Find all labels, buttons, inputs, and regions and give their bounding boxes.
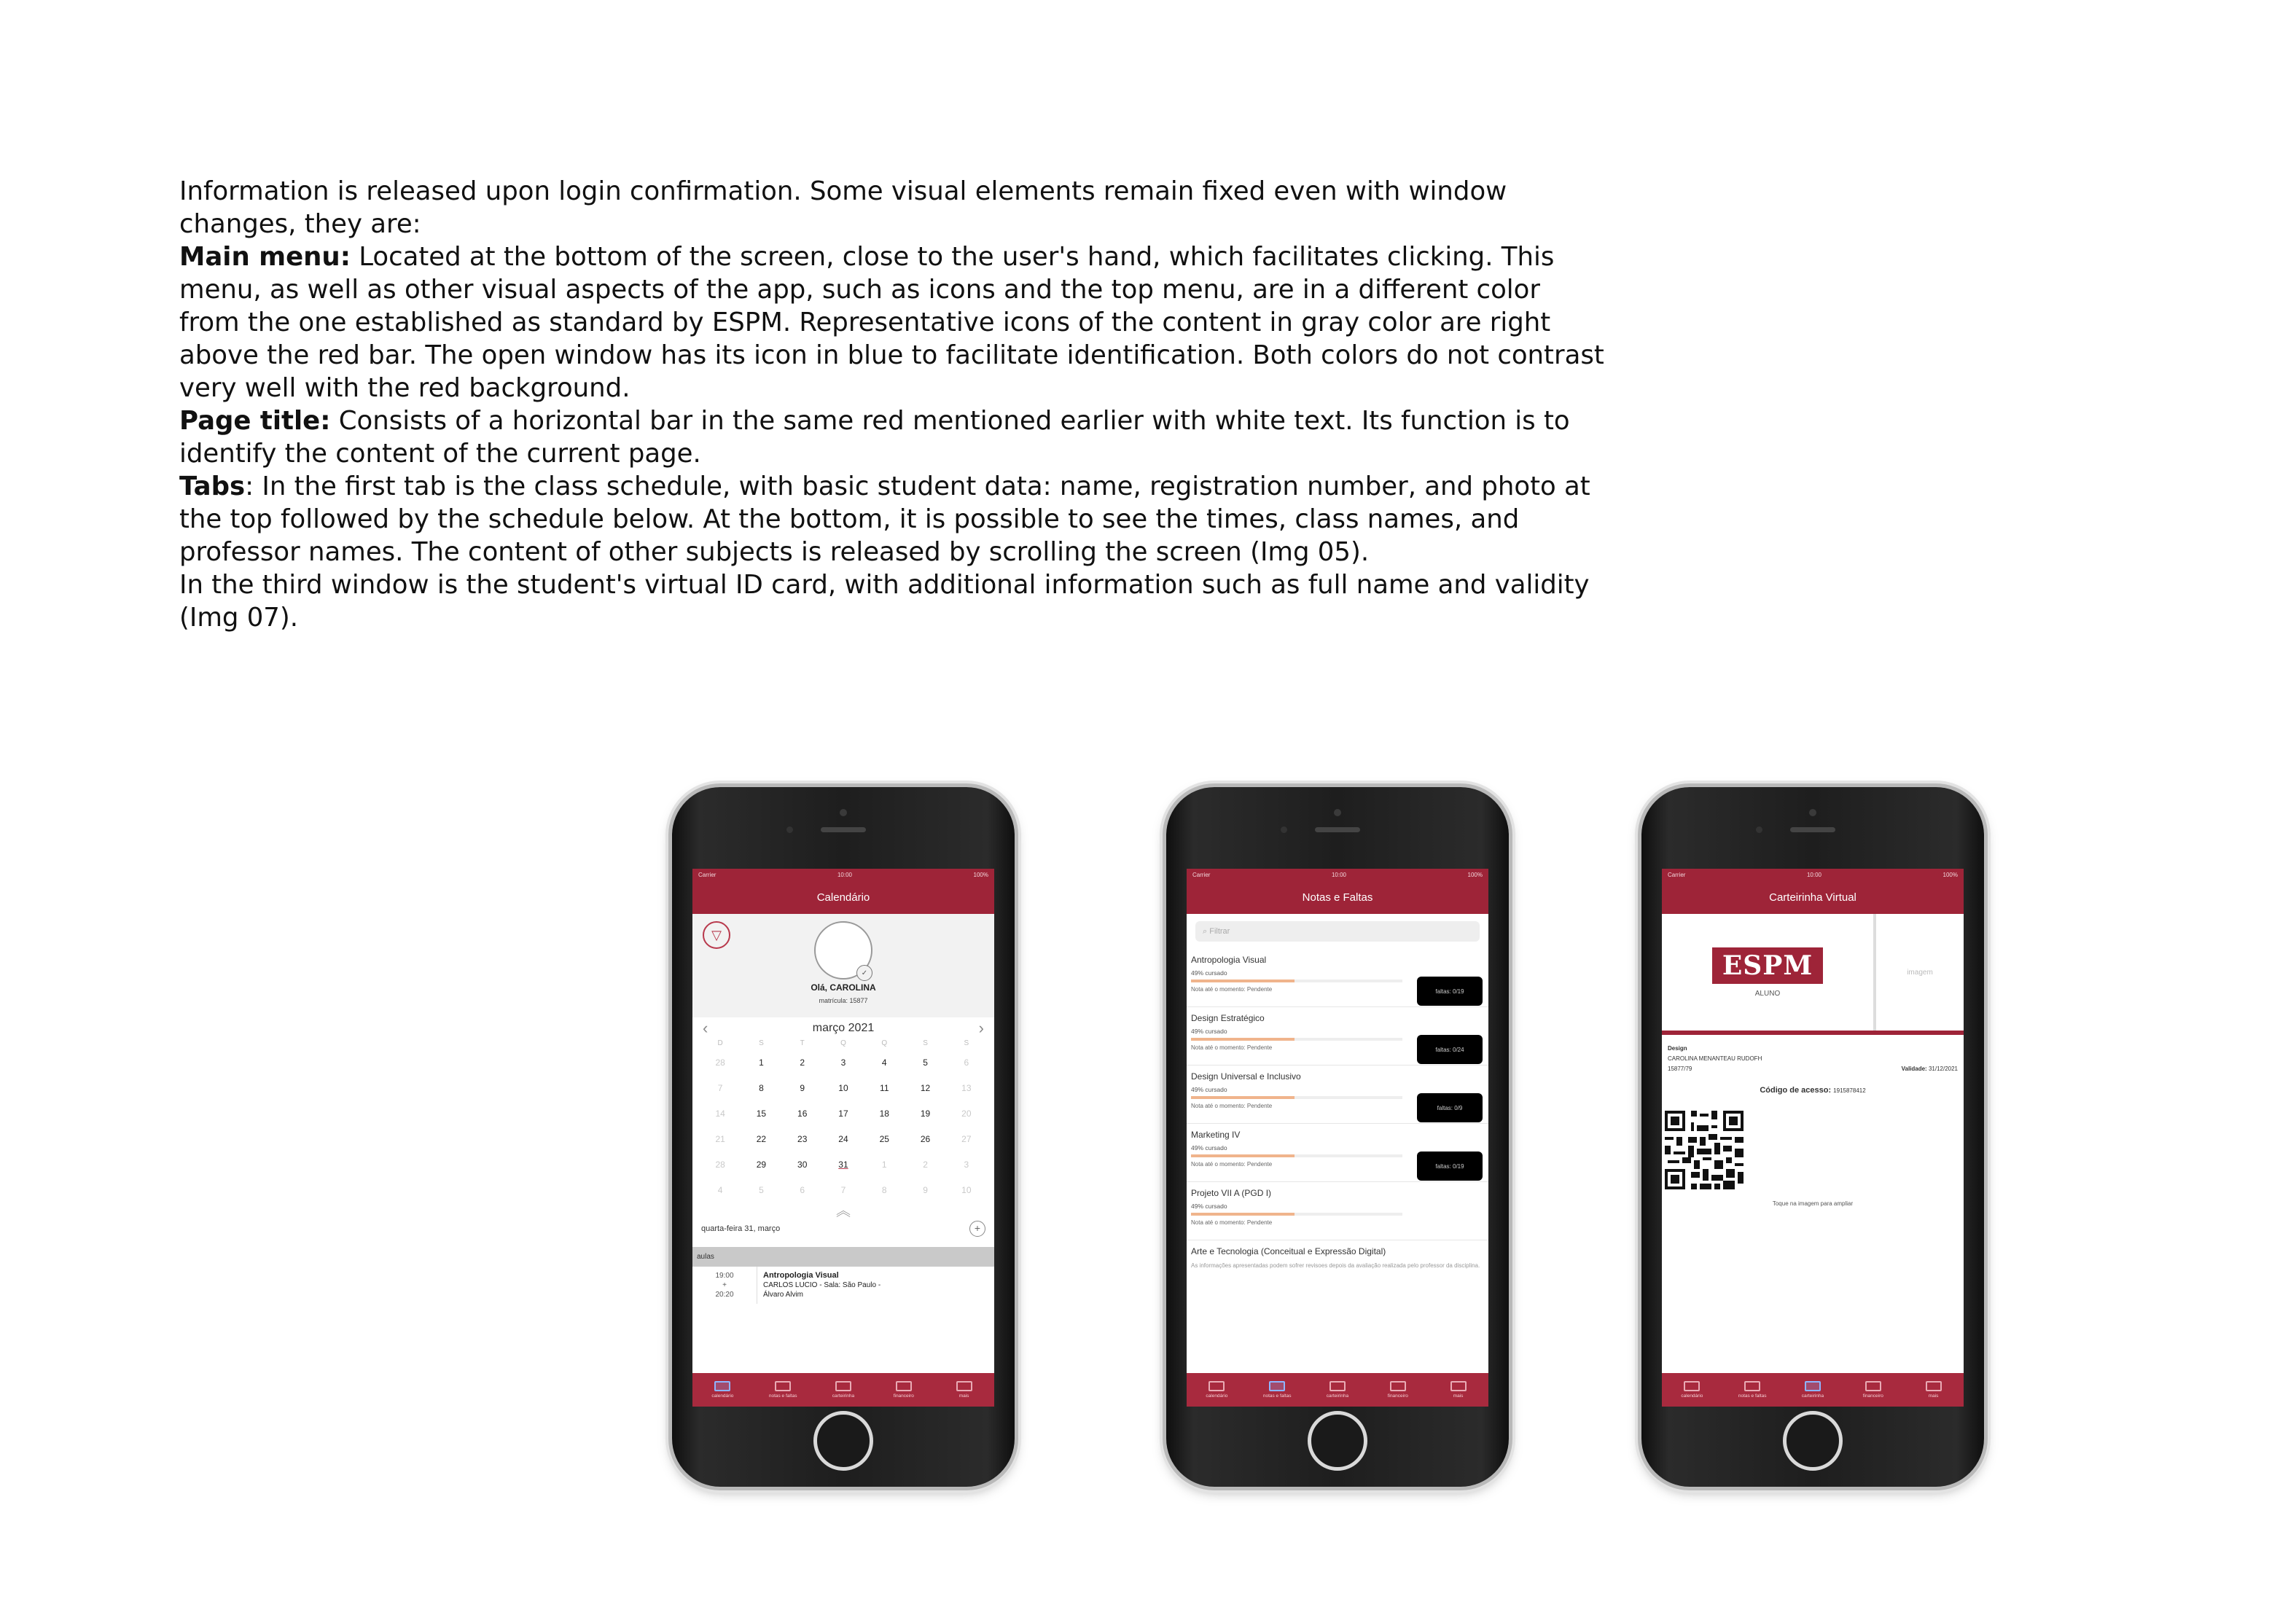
calendar-week: [692, 1152, 994, 1178]
subject-name: Design Universal e Inclusivo: [1191, 1071, 1301, 1082]
subject-progress-text: 49% cursado: [1191, 969, 1227, 977]
nav-label: carteirinha: [1326, 1393, 1349, 1399]
subject-name: Antropologia Visual: [1191, 955, 1267, 965]
weekday-label: D: [717, 1039, 723, 1047]
calendar-icon: [714, 1381, 730, 1391]
grade-item[interactable]: [1187, 1182, 1488, 1240]
status-time: 10:00: [1806, 871, 1821, 878]
home-button[interactable]: [1308, 1411, 1367, 1471]
calendar-day[interactable]: 2: [800, 1057, 805, 1068]
nav-item-more[interactable]: [935, 1381, 993, 1399]
calendar-day[interactable]: 8: [881, 1185, 887, 1195]
grade-note: Nota até o momento: Pendente: [1191, 1044, 1273, 1051]
month-label: março 2021: [812, 1022, 875, 1034]
financial-icon: [896, 1381, 912, 1391]
financial-icon: [1390, 1381, 1406, 1391]
calendar-week: [692, 1076, 994, 1101]
calendar-day[interactable]: 15: [756, 1109, 767, 1119]
grades-icon: [1744, 1381, 1760, 1391]
calendar-day[interactable]: 13: [961, 1083, 972, 1093]
sensor-dot: [1756, 826, 1762, 833]
class-time-start: 19:00: [715, 1272, 734, 1280]
class-time-end: 20:20: [715, 1291, 734, 1299]
calendar-day[interactable]: 27: [961, 1134, 972, 1144]
course-name: Design: [1668, 1045, 1687, 1052]
calendar-day[interactable]: 23: [797, 1134, 808, 1144]
calendar-day[interactable]: 3: [964, 1160, 969, 1170]
nav-label: mais: [1453, 1393, 1464, 1399]
calendar-icon: [1684, 1381, 1700, 1391]
calendar-day[interactable]: 12: [920, 1083, 931, 1093]
main-menu-label: Main menu:: [179, 242, 351, 272]
nav-label: carteirinha: [832, 1393, 855, 1399]
qr-hint: Toque na imagem para ampliar: [1772, 1200, 1854, 1207]
weekday-header: [692, 1036, 994, 1050]
id-card-icon: [835, 1381, 851, 1391]
access-code: 1915878412: [1833, 1087, 1866, 1094]
speaker-grille: [1790, 827, 1835, 832]
calendar-day[interactable]: 5: [923, 1057, 928, 1068]
status-carrier: Carrier: [698, 871, 716, 878]
class-room: Álvaro Alvim: [763, 1291, 804, 1299]
calendar-day[interactable]: 25: [879, 1134, 889, 1144]
calendar-day[interactable]: 6: [964, 1057, 969, 1068]
camera-dot: [1809, 809, 1816, 816]
weekday-label: S: [964, 1039, 969, 1047]
calendar-day[interactable]: 5: [759, 1185, 764, 1195]
page-title: Calendário: [692, 880, 994, 914]
calendar-day[interactable]: 10: [838, 1083, 848, 1093]
nav-label: notas e faltas: [768, 1393, 797, 1399]
status-battery: 100%: [1942, 871, 1958, 878]
chevron-left-icon[interactable]: ‹: [703, 1019, 708, 1037]
validity: [1902, 1064, 1958, 1074]
more-icon: [1926, 1381, 1942, 1391]
absences-button[interactable]: faltas: 0/24: [1417, 1035, 1483, 1064]
main-menu: [692, 1373, 994, 1407]
progress-fill: [1191, 1213, 1295, 1216]
subject-name: Arte e Tecnologia (Conceitual e Expressão Digital): [1191, 1246, 1386, 1256]
progress-fill: [1191, 1096, 1295, 1099]
calendar-day[interactable]: 21: [715, 1134, 725, 1144]
calendar-day[interactable]: 28: [715, 1057, 725, 1068]
greeting: Olá, CAROLINA: [811, 982, 876, 993]
search-icon: ⌕: [1203, 926, 1210, 936]
body-text: [179, 175, 1608, 634]
nav-label: carteirinha: [1801, 1393, 1824, 1399]
tabs-label: Tabs: [179, 472, 246, 501]
speaker-grille: [821, 827, 866, 832]
page-title: Notas e Faltas: [1187, 880, 1488, 914]
nav-label: calendário: [1206, 1393, 1228, 1399]
status-time: 10:00: [837, 871, 852, 878]
nav-item-financial[interactable]: [875, 1381, 933, 1399]
access-code-label: Código de acesso:: [1760, 1086, 1832, 1095]
class-info: [757, 1267, 886, 1304]
phone-grades: [1166, 787, 1509, 1487]
logo-area: [1662, 914, 1873, 1031]
check-icon: ✓: [856, 965, 872, 981]
calendar-day[interactable]: 4: [717, 1185, 723, 1195]
nav-label: mais: [1928, 1393, 1939, 1399]
calendar-day[interactable]: 20: [961, 1109, 972, 1119]
progress-bar: [1191, 1038, 1402, 1041]
weekday-label: Q: [840, 1039, 846, 1047]
nav-item-financial[interactable]: [1369, 1381, 1427, 1399]
calendar-week: [692, 1127, 994, 1152]
id-card-header: [1662, 914, 1964, 1035]
collapse-chevron-icon[interactable]: ︽: [836, 1203, 851, 1219]
nav-item-more[interactable]: [1429, 1381, 1488, 1399]
sensor-dot: [1281, 826, 1287, 833]
nav-label: notas e faltas: [1738, 1393, 1767, 1399]
calendar-day[interactable]: 28: [715, 1160, 725, 1170]
calendar-day[interactable]: 9: [800, 1083, 805, 1093]
page-title-label: Page title:: [179, 406, 331, 436]
tabs-paragraph: [179, 470, 1608, 568]
profile-area: [692, 914, 994, 1017]
calendar-day[interactable]: 3: [840, 1057, 846, 1068]
phone-calendar: [672, 787, 1015, 1487]
calendar-day[interactable]: 11: [880, 1083, 889, 1093]
search-placeholder: Filtrar: [1209, 927, 1230, 936]
calendar-day[interactable]: 7: [717, 1083, 723, 1093]
calendar-day[interactable]: 30: [797, 1160, 808, 1170]
sensor-dot: [786, 826, 793, 833]
grade-item[interactable]: [1187, 1007, 1488, 1066]
calendar-day[interactable]: 10: [961, 1185, 972, 1195]
calendar-day[interactable]: 16: [797, 1109, 808, 1119]
nav-item-calendar[interactable]: [693, 1381, 751, 1399]
status-carrier: Carrier: [1192, 871, 1211, 878]
subject-progress-text: 49% cursado: [1191, 1203, 1227, 1210]
search-input[interactable]: [1195, 921, 1480, 942]
nav-item-id-card[interactable]: [814, 1381, 872, 1399]
status-time: 10:00: [1331, 871, 1346, 878]
home-button[interactable]: [813, 1411, 873, 1471]
grade-item[interactable]: [1187, 1240, 1488, 1299]
validity-label: Validade:: [1901, 1066, 1927, 1072]
progress-bar: [1191, 980, 1402, 982]
calendar-day[interactable]: 18: [879, 1109, 889, 1119]
progress-bar: [1191, 1154, 1402, 1157]
subject-name: Projeto VII A (PGD I): [1191, 1188, 1272, 1198]
calendar-week: [692, 1050, 994, 1076]
main-menu: [1187, 1373, 1488, 1407]
status-bar: [1662, 869, 1964, 880]
grades-icon: [775, 1381, 791, 1391]
grade-item[interactable]: [1187, 1124, 1488, 1182]
page-title: Carteirinha Virtual: [1662, 880, 1964, 914]
calendar-day[interactable]: 2: [923, 1160, 928, 1170]
student-name: CAROLINA MENANTEAU RUDOFH: [1668, 1055, 1762, 1062]
status-battery: 100%: [973, 871, 988, 878]
id-validity-row: [1668, 1064, 1958, 1074]
calendar-day[interactable]: 17: [838, 1109, 848, 1119]
status-bar: [1187, 869, 1488, 880]
calendar-day[interactable]: 7: [840, 1185, 846, 1195]
absences-button[interactable]: faltas: 0/19: [1417, 1152, 1483, 1181]
role-label: ALUNO: [1754, 989, 1781, 998]
calendar-day[interactable]: 1: [881, 1160, 887, 1170]
nav-item-calendar[interactable]: [1663, 1381, 1721, 1399]
screen: [1187, 869, 1488, 1407]
intro-paragraph: Information is released upon login confirmation. Some visual elements remain fixed even with window changes, they are:: [179, 176, 1507, 239]
calendar-day[interactable]: 29: [756, 1160, 767, 1170]
grade-item[interactable]: [1187, 949, 1488, 1007]
grade-note: Nota até o momento: Pendente: [1191, 1161, 1273, 1168]
page-title-paragraph: [179, 404, 1608, 470]
grade-item[interactable]: [1187, 1066, 1488, 1124]
financial-icon: [1865, 1381, 1881, 1391]
grade-disclaimer: As informações apresentadas podem sofrer revisoes depois da avaliação realizada pelo professor da disciplina.: [1191, 1262, 1480, 1269]
status-bar: [692, 869, 994, 880]
more-icon: [1450, 1381, 1467, 1391]
absences-button[interactable]: faltas: 0/19: [1417, 977, 1483, 1006]
weekday-label: S: [923, 1039, 928, 1047]
main-menu-text: Located at the bottom of the screen, close to the user's hand, which facilitates clicking. This menu, as well as other visual aspects of the app, such as icons and the top menu, are in a different color from the one established as standard by ESPM. Representative icons of the content in gray color are right above the red bar. The open window has its icon in blue to facilitate identification. Both colors do not contrast very well with the red background.: [179, 242, 1604, 403]
camera-dot: [840, 809, 847, 816]
id-card-paragraph: In the third window is the student's virtual ID card, with additional information such as full name and validity (Img 07).: [179, 570, 1590, 633]
camera-dot: [1334, 809, 1341, 816]
selected-date-label: quarta-feira 31, março: [701, 1224, 781, 1233]
weekday-label: S: [759, 1039, 764, 1047]
screen: [692, 869, 994, 1407]
absences-button[interactable]: faltas: 0/9: [1417, 1093, 1483, 1122]
nav-label: financeiro: [893, 1393, 914, 1399]
calendar-icon: [1208, 1381, 1225, 1391]
qr-code[interactable]: [1662, 1108, 1746, 1192]
chevron-right-icon[interactable]: ›: [978, 1019, 984, 1037]
main-menu: [1662, 1373, 1964, 1407]
grade-note: Nota até o momento: Pendente: [1191, 1103, 1273, 1109]
nav-item-grades[interactable]: [1723, 1381, 1781, 1399]
class-name: Antropologia Visual: [763, 1271, 839, 1280]
page-title-text: Consists of a horizontal bar in the same red mentioned earlier with white text. Its function is to identify the content of the current page.: [179, 406, 1570, 469]
nav-label: calendário: [1681, 1393, 1703, 1399]
grade-note: Nota até o momento: Pendente: [1191, 986, 1273, 993]
screen: [1662, 869, 1964, 1407]
progress-fill: [1191, 1154, 1295, 1157]
phone-id-card: [1641, 787, 1984, 1487]
nav-item-grades[interactable]: [1248, 1381, 1306, 1399]
nav-label: calendário: [711, 1393, 734, 1399]
month-navigation: [692, 1017, 994, 1036]
calendar-day[interactable]: 9: [923, 1185, 928, 1195]
nav-label: mais: [958, 1393, 969, 1399]
espm-logo: ESPM: [1712, 947, 1823, 984]
card-info: [1662, 1035, 1964, 1074]
grade-note: Nota até o momento: Pendente: [1191, 1219, 1273, 1226]
subject-name: Marketing IV: [1191, 1130, 1241, 1140]
nav-item-financial[interactable]: [1844, 1381, 1902, 1399]
home-button[interactable]: [1783, 1411, 1843, 1471]
nav-label: financeiro: [1387, 1393, 1408, 1399]
nav-label: financeiro: [1862, 1393, 1883, 1399]
enrollment-number: matrícula: 15877: [819, 997, 868, 1004]
subject-progress-text: 49% cursado: [1191, 1144, 1227, 1152]
calendar-week: [692, 1101, 994, 1127]
progress-bar: [1191, 1213, 1402, 1216]
selected-date-row: [692, 1218, 994, 1240]
tabs-text: : In the first tab is the class schedule, with basic student data: name, registration number, and photo at the top followed by the schedule below. At the bottom, it is possible to see the times, class names, and professor names. The content of other subjects is released by scrolling the screen (Img 05).: [179, 472, 1590, 567]
class-teacher: CARLOS LUCIO - Sala: São Paulo -: [763, 1281, 881, 1289]
calendar-day[interactable]: 22: [756, 1134, 767, 1144]
calendar-day[interactable]: 6: [800, 1185, 805, 1195]
calendar-day[interactable]: 1: [759, 1057, 764, 1068]
progress-bar: [1191, 1096, 1402, 1099]
calendar-day[interactable]: 4: [881, 1057, 887, 1068]
student-photo: imagem: [1873, 914, 1964, 1031]
class-time: [692, 1267, 757, 1304]
calendar-week: [692, 1178, 994, 1203]
add-icon[interactable]: +: [969, 1221, 985, 1237]
subject-progress-text: 49% cursado: [1191, 1028, 1227, 1035]
nav-item-grades[interactable]: [754, 1381, 812, 1399]
nav-item-id-card[interactable]: [1784, 1381, 1842, 1399]
id-card-icon: [1329, 1381, 1346, 1391]
speaker-grille: [1315, 827, 1360, 832]
student-id: 15877/79: [1668, 1066, 1692, 1072]
class-row[interactable]: [692, 1267, 994, 1304]
calendar-day[interactable]: 26: [920, 1134, 931, 1144]
id-card-icon: [1805, 1381, 1821, 1391]
status-battery: 100%: [1467, 871, 1483, 878]
access-code-row: [1662, 1086, 1964, 1095]
main-menu-paragraph: [179, 241, 1608, 404]
calendar-day[interactable]: 19: [920, 1109, 931, 1119]
validity-date: 31/12/2021: [1928, 1066, 1958, 1072]
weekday-label: T: [800, 1039, 805, 1047]
subject-progress-text: 49% cursado: [1191, 1086, 1227, 1093]
progress-fill: [1191, 980, 1295, 982]
calendar-day[interactable]: 14: [715, 1109, 725, 1119]
subject-name: Design Estratégico: [1191, 1013, 1265, 1023]
nav-item-more[interactable]: [1905, 1381, 1963, 1399]
calendar-day-selected[interactable]: 31: [838, 1160, 848, 1170]
nav-label: notas e faltas: [1262, 1393, 1292, 1399]
weekday-label: Q: [881, 1039, 888, 1047]
filter-icon[interactable]: ▽: [703, 921, 730, 949]
progress-fill: [1191, 1038, 1295, 1041]
classes-section-header: aulas: [692, 1247, 994, 1267]
class-time-separator: +: [722, 1281, 727, 1289]
grades-icon: [1269, 1381, 1285, 1391]
nav-item-id-card[interactable]: [1308, 1381, 1367, 1399]
status-carrier: Carrier: [1668, 871, 1686, 878]
calendar-day[interactable]: 8: [759, 1083, 764, 1093]
calendar-day[interactable]: 24: [838, 1134, 848, 1144]
nav-item-calendar[interactable]: [1187, 1381, 1246, 1399]
more-icon: [956, 1381, 972, 1391]
